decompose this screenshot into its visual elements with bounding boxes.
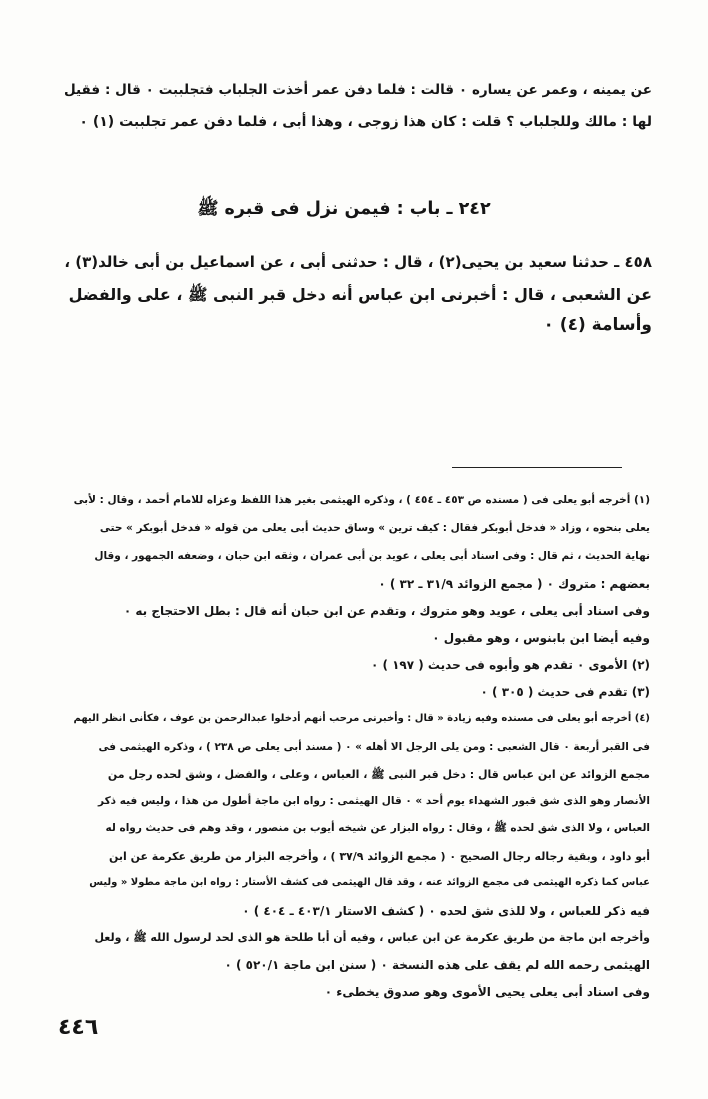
footnote-1-line-5: وفى اسناد أبى يعلى ، عويد وهو متروك ، وتقدم عن ابن حبان أنه قال : بطل الاحتجاج به ٠: [123, 604, 650, 618]
hadith-line-2: عن الشعبى ، قال : أخبرنى ابن عباس أنه دخل قبر النبى ﷺ ، على والفضل: [68, 285, 652, 304]
footnote-1-line-4: بعضهم : متروك ٠ ( مجمع الزوائد ٣١/٩ ـ ٣٢ ) ٠: [378, 577, 650, 591]
hadith-line-1: ٤٥٨ ـ حدثنا سعيد بن يحيى(٢) ، قال : حدثنى أبى ، عن اسماعيل بن أبى خالد(٣) ،: [64, 253, 652, 271]
footnote-4-line-3: مجمع الزوائد عن ابن عباس قال : دخل قبر النبى ﷺ ، العباس ، وعلى ، والفضل ، وشق لحده رجل من: [107, 768, 650, 781]
footnote-2: (٢) الأموى ٠ تقدم هو وأبوه فى حديث ( ١٩٧ ) ٠: [370, 658, 650, 672]
footnote-4-line-9: وأخرجه ابن ماجة من طريق عكرمة عن ابن عباس ، وفيه أن أبا طلحة هو الذى لحد لرسول الله ﷺ ، ولعل: [94, 931, 650, 944]
footnote-4-line-8: فيه ذكر للعباس ، ولا للذى شق لحده ٠ ( كشف الاستار ٤٠٣/١ ـ ٤٠٤ ) ٠: [242, 904, 650, 918]
footnote-4-line-10: الهيثمى رحمه الله لم يقف على هذه النسخة ٠ ( سنن ابن ماجة ٥٢٠/١ ) ٠: [224, 958, 650, 972]
footnote-4-line-2: فى القبر أربعة ٠ قال الشعبى : ومن يلى الرجل الا أهله » ٠ ( مسند أبى يعلى ص ٢٣٨ ) ، وذكره الهيثمى فى: [98, 741, 650, 753]
footnote-1-line-6: وفيه أيضا ابن بابنوس ، وهو مقبول ٠: [432, 631, 650, 645]
footnote-4-line-11: وفى اسناد أبى يعلى يحيى الأموى وهو صدوق يخطىء ٠: [324, 985, 650, 999]
footnote-1-line-1: (١) أخرجه أبو يعلى فى ( مسنده ص ٤٥٣ ـ ٤٥٤ ) ، وذكره الهيثمى بغير هذا اللفظ وعزاه للامام أحمد ، وقال : لأبى: [73, 494, 650, 506]
footnote-4-line-7: عباس كما ذكره الهيثمى فى مجمع الزوائد عنه ، وقد قال الهيثمى فى كشف الأستار : رواه ابن ماجة مطولا « وليس: [89, 877, 650, 888]
main-text-line-2: لها : مالك وللجلباب ؟ قلت : كان هذا زوجى ، وهذا أبى ، فلما دفن عمر تجلببت (١) ٠: [79, 114, 652, 130]
footnote-1-line-2: يعلى بنحوه ، وزاد « فدخل أبوبكر فقال : كيف ترين » وساق حديث أبى يعلى من قوله « فدخل أبوبكر » حتى: [99, 522, 650, 534]
footnote-4-line-4: الأنصار وهو الذى شق قبور الشهداء يوم أحد » ٠ قال الهيثمى : رواه ابن ماجة أطول من هذا ، وليس فيه ذكر: [98, 795, 650, 807]
footnote-4-line-5: العباس ، ولا الذى شق لحده ﷺ ، وقال : رواه البزار عن شيخه أيوب بن منصور ، وقد وهم فى حديث رواه له: [105, 822, 650, 834]
footnote-1-line-3: نهاية الحديث ، ثم قال : وفى اسناد أبى يعلى ، عويد بن أبى عمران ، وثقه ابن حبان ، وضعفه الجمهور ، وقال: [94, 550, 650, 562]
footnote-4-line-1: (٤) أخرجه أبو يعلى فى مسنده وفيه زيادة « قال : وأخبرنى مرحب أنهم أدخلوا عبدالرحمن بن عوف ، فكأنى انظر اليهم: [73, 713, 650, 724]
footnote-4-line-6: أبو داود ، وبقية رجاله رجال الصحيح ٠ ( مجمع الزوائد ٣٧/٩ ) ، وأخرجه البزار من طريق عكرمة عن ابن: [108, 850, 650, 863]
hadith-line-3: وأسامة (٤) ٠: [543, 315, 652, 335]
footnote-separator: [452, 467, 622, 468]
main-text-line-1: عن يمينه ، وعمر عن يساره ٠ قالت : فلما دفن عمر أخذت الجلباب فتجلببت ٠ قال : فقيل: [64, 82, 652, 98]
page-number: ٤٤٦: [58, 1015, 99, 1040]
chapter-heading: ٢٤٢ ـ باب : فيمن نزل فى قبره ﷺ: [197, 199, 491, 219]
footnote-3: (٣) تقدم فى حديث ( ٣٠٥ ) ٠: [480, 685, 650, 699]
